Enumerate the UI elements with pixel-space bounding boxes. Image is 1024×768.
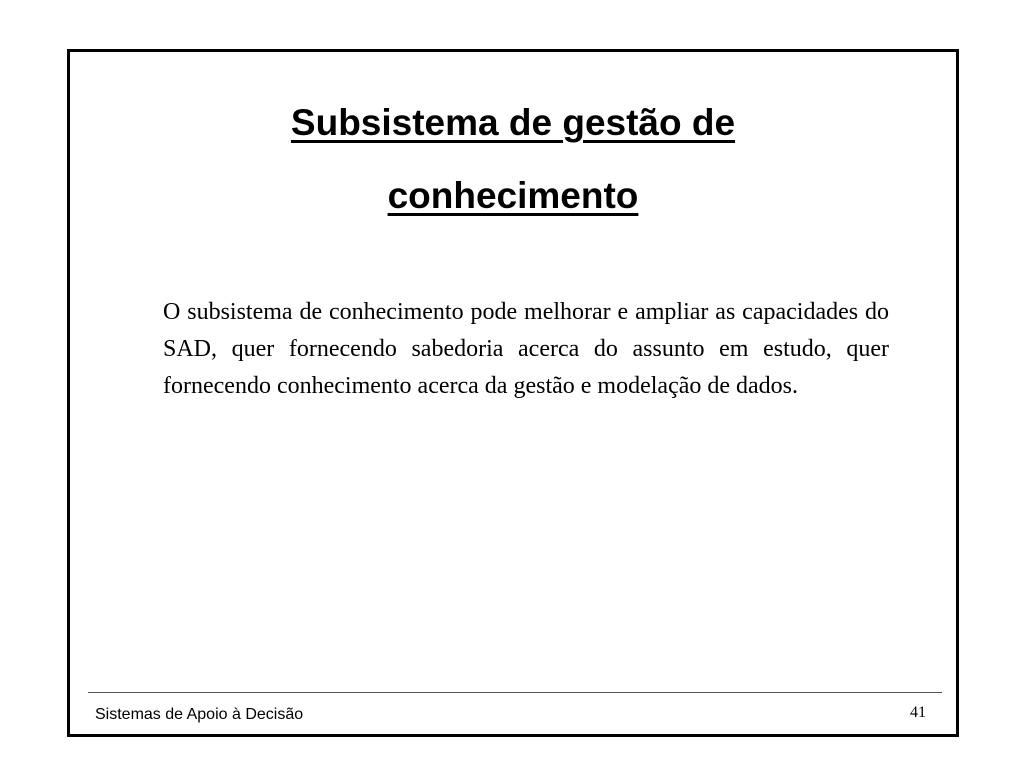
slide-frame: [67, 49, 959, 737]
footer-title: Sistemas de Apoio à Decisão: [95, 706, 304, 723]
body-paragraph: O subsistema de conhecimento pode melhorar e ampliar as capacidades do SAD, quer fornecendo sabedoria acerca do assunto em estudo, quer fornecendo conhecimento acerca da gestão e modelação de dados.: [163, 299, 889, 399]
slide-title: [70, 86, 956, 232]
footer-divider: [88, 692, 942, 693]
page-number: 41: [910, 704, 926, 721]
slide-title-line-2: conhecimento: [387, 175, 639, 216]
slide-title-line-1: Subsistema de gestão de: [290, 102, 736, 143]
